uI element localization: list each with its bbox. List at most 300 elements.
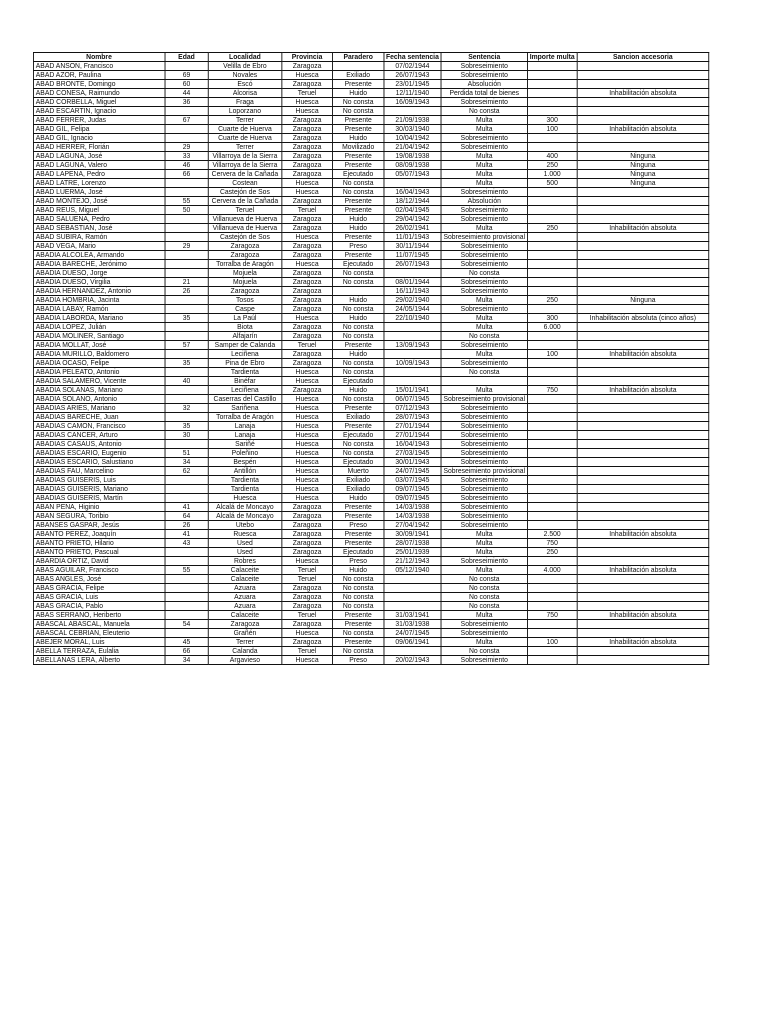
- cell-fecha-sentencia: [384, 323, 442, 332]
- cell-edad: [165, 350, 209, 359]
- cell-sancion-accesoria: [577, 368, 709, 377]
- cell-edad: 41: [165, 530, 209, 539]
- cell-fecha-sentencia: [384, 575, 442, 584]
- cell-paradero: Movilizado: [333, 143, 384, 152]
- table-row: [33, 521, 708, 530]
- cell-fecha-sentencia: [384, 368, 442, 377]
- table-row: [33, 593, 708, 602]
- cell-edad: [165, 62, 209, 71]
- cell-sancion-accesoria: [577, 71, 709, 80]
- cell-edad: [165, 485, 209, 494]
- cell-paradero: Presente: [333, 404, 384, 413]
- cell-edad: 66: [165, 170, 209, 179]
- cell-importe-multa: [527, 332, 577, 341]
- cell-paradero: No consta: [333, 584, 384, 593]
- cell-sentencia: Sobreseimiento: [441, 413, 527, 422]
- cell-paradero: Ejecutado: [333, 260, 384, 269]
- cell-paradero: Exiliado: [333, 413, 384, 422]
- cell-fecha-sentencia: 26/07/1943: [384, 260, 442, 269]
- cell-sentencia: Sobreseimiento: [441, 71, 527, 80]
- cell-provincia: Zaragoza: [281, 287, 332, 296]
- cell-localidad: Cervera de la Cañada: [208, 197, 281, 206]
- cell-sancion-accesoria: [577, 143, 709, 152]
- cell-paradero: No consta: [333, 647, 384, 656]
- cell-localidad: Argavieso: [208, 656, 281, 665]
- cell-provincia: Zaragoza: [281, 143, 332, 152]
- cell-fecha-sentencia: 07/12/1943: [384, 404, 442, 413]
- cell-edad: 43: [165, 539, 209, 548]
- cell-importe-multa: [527, 260, 577, 269]
- cell-provincia: Huesca: [281, 422, 332, 431]
- cell-edad: [165, 269, 209, 278]
- cell-fecha-sentencia: 12/11/1940: [384, 89, 442, 98]
- cell-edad: [165, 440, 209, 449]
- cell-paradero: Huido: [333, 350, 384, 359]
- cell-nombre: ABELLANAS LERA, Alberto: [33, 656, 164, 665]
- cell-localidad: Zaragoza: [208, 620, 281, 629]
- cell-fecha-sentencia: 16/04/1943: [384, 440, 442, 449]
- cell-fecha-sentencia: 22/10/1940: [384, 314, 442, 323]
- cell-localidad: Tardienta: [208, 368, 281, 377]
- cell-provincia: Zaragoza: [281, 170, 332, 179]
- cell-sancion-accesoria: [577, 62, 709, 71]
- table-row: [33, 602, 708, 611]
- cell-sentencia: No consta: [441, 368, 527, 377]
- cell-provincia: Zaragoza: [281, 323, 332, 332]
- cell-edad: [165, 134, 209, 143]
- cell-sentencia: Sobreseimiento: [441, 440, 527, 449]
- cell-paradero: Preso: [333, 242, 384, 251]
- cell-importe-multa: 100: [527, 125, 577, 134]
- cell-edad: 35: [165, 359, 209, 368]
- cell-fecha-sentencia: 30/11/1944: [384, 242, 442, 251]
- cell-importe-multa: [527, 647, 577, 656]
- cell-importe-multa: 1.000: [527, 170, 577, 179]
- cell-importe-multa: 500: [527, 179, 577, 188]
- cell-edad: 34: [165, 458, 209, 467]
- cell-provincia: Zaragoza: [281, 359, 332, 368]
- table-row: [33, 413, 708, 422]
- table-row: [33, 260, 708, 269]
- table-row: [33, 656, 708, 665]
- cell-provincia: Zaragoza: [281, 242, 332, 251]
- cell-importe-multa: 250: [527, 548, 577, 557]
- cell-importe-multa: [527, 377, 577, 386]
- cell-paradero: Ejecutado: [333, 377, 384, 386]
- cell-nombre: ABAD AZOR, Paulina: [33, 71, 164, 80]
- cell-sancion-accesoria: [577, 476, 709, 485]
- cell-fecha-sentencia: 29/04/1942: [384, 215, 442, 224]
- cell-sancion-accesoria: [577, 467, 709, 476]
- cell-edad: [165, 332, 209, 341]
- cell-fecha-sentencia: 14/03/1938: [384, 503, 442, 512]
- cell-nombre: ABADIA SALAMERO, Vicente: [33, 377, 164, 386]
- cell-nombre: ABASCAL ABASCAL, Manuela: [33, 620, 164, 629]
- cell-edad: [165, 413, 209, 422]
- cell-paradero: Presente: [333, 539, 384, 548]
- header-nombre: Nombre: [33, 53, 164, 62]
- cell-nombre: ABADIAS GUISERIS, Martín: [33, 494, 164, 503]
- cell-paradero: Presente: [333, 611, 384, 620]
- table-row: [33, 170, 708, 179]
- cell-fecha-sentencia: 24/07/1945: [384, 467, 442, 476]
- header-fecha-sentencia: Fecha sentencia: [384, 53, 442, 62]
- cell-paradero: Preso: [333, 557, 384, 566]
- table-row: [33, 566, 708, 575]
- cell-fecha-sentencia: 15/01/1941: [384, 386, 442, 395]
- cell-sentencia: No consta: [441, 584, 527, 593]
- cell-edad: 29: [165, 242, 209, 251]
- cell-sentencia: Sobreseimiento: [441, 620, 527, 629]
- cell-localidad: Antillón: [208, 467, 281, 476]
- cell-nombre: ABAN PENA, Higinio: [33, 503, 164, 512]
- cell-sancion-accesoria: [577, 404, 709, 413]
- cell-provincia: Teruel: [281, 566, 332, 575]
- cell-fecha-sentencia: [384, 584, 442, 593]
- cell-edad: 21: [165, 278, 209, 287]
- cell-fecha-sentencia: 21/04/1942: [384, 143, 442, 152]
- cell-fecha-sentencia: 26/07/1943: [384, 71, 442, 80]
- cell-provincia: Zaragoza: [281, 386, 332, 395]
- cell-localidad: Calanda: [208, 647, 281, 656]
- table-row: [33, 161, 708, 170]
- cell-edad: [165, 224, 209, 233]
- table-row: [33, 62, 708, 71]
- cell-fecha-sentencia: 27/01/1944: [384, 431, 442, 440]
- cell-paradero: Presente: [333, 125, 384, 134]
- cell-sentencia: Sobreseimiento: [441, 287, 527, 296]
- table-row: [33, 314, 708, 323]
- cell-fecha-sentencia: 28/07/1943: [384, 413, 442, 422]
- cell-paradero: No consta: [333, 575, 384, 584]
- cell-sentencia: Sobreseimiento: [441, 485, 527, 494]
- cell-nombre: ABAD SALUENA, Pedro: [33, 215, 164, 224]
- cell-fecha-sentencia: 16/04/1943: [384, 188, 442, 197]
- cell-provincia: Huesca: [281, 368, 332, 377]
- cell-sancion-accesoria: Inhabilitación absoluta (cinco años): [577, 314, 709, 323]
- cell-nombre: ABAS GRACIA, Luis: [33, 593, 164, 602]
- cell-sancion-accesoria: [577, 260, 709, 269]
- cell-sancion-accesoria: [577, 278, 709, 287]
- table-row: [33, 440, 708, 449]
- cell-sentencia: Sobreseimiento: [441, 206, 527, 215]
- cell-localidad: Alcalá de Moncayo: [208, 503, 281, 512]
- table-row: [33, 251, 708, 260]
- cell-paradero: Ejecutado: [333, 548, 384, 557]
- header-row: [33, 53, 708, 62]
- cell-importe-multa: 750: [527, 539, 577, 548]
- cell-edad: [165, 611, 209, 620]
- cell-paradero: No consta: [333, 188, 384, 197]
- cell-provincia: Huesca: [281, 107, 332, 116]
- table-row: [33, 467, 708, 476]
- cell-sancion-accesoria: [577, 269, 709, 278]
- cell-importe-multa: [527, 233, 577, 242]
- cell-paradero: Huido: [333, 494, 384, 503]
- cell-paradero: No consta: [333, 269, 384, 278]
- cell-sentencia: Sobreseimiento: [441, 431, 527, 440]
- cell-provincia: Zaragoza: [281, 602, 332, 611]
- cell-sentencia: Multa: [441, 386, 527, 395]
- cell-localidad: Ruesca: [208, 530, 281, 539]
- cell-edad: [165, 179, 209, 188]
- cell-edad: [165, 629, 209, 638]
- cell-edad: 32: [165, 404, 209, 413]
- cell-importe-multa: 300: [527, 314, 577, 323]
- cell-importe-multa: [527, 242, 577, 251]
- cell-localidad: Velilla de Ebro: [208, 62, 281, 71]
- cell-sancion-accesoria: [577, 440, 709, 449]
- table-row: [33, 242, 708, 251]
- table-row: [33, 368, 708, 377]
- table-row: [33, 305, 708, 314]
- cell-paradero: Presente: [333, 512, 384, 521]
- table-row: [33, 71, 708, 80]
- cell-edad: [165, 125, 209, 134]
- cell-sentencia: Perdida total de bienes: [441, 89, 527, 98]
- cell-provincia: Huesca: [281, 431, 332, 440]
- cell-importe-multa: [527, 494, 577, 503]
- cell-edad: 51: [165, 449, 209, 458]
- table-row: [33, 98, 708, 107]
- cell-localidad: Villanueva de Huerva: [208, 215, 281, 224]
- cell-sentencia: No consta: [441, 332, 527, 341]
- cell-nombre: ABADIA DUESO, Jorge: [33, 269, 164, 278]
- cell-sancion-accesoria: [577, 431, 709, 440]
- cell-sentencia: Sobreseimiento: [441, 188, 527, 197]
- cell-fecha-sentencia: 09/07/1945: [384, 485, 442, 494]
- cell-paradero: Huido: [333, 224, 384, 233]
- cell-edad: 35: [165, 314, 209, 323]
- cell-importe-multa: [527, 575, 577, 584]
- cell-nombre: ABAD LAGUNA, Valero: [33, 161, 164, 170]
- cell-provincia: Zaragoza: [281, 305, 332, 314]
- cell-importe-multa: [527, 404, 577, 413]
- cell-fecha-sentencia: 26/02/1941: [384, 224, 442, 233]
- cell-sancion-accesoria: [577, 197, 709, 206]
- cell-fecha-sentencia: 21/12/1943: [384, 557, 442, 566]
- cell-importe-multa: [527, 485, 577, 494]
- cell-importe-multa: [527, 593, 577, 602]
- cell-provincia: Zaragoza: [281, 503, 332, 512]
- cell-edad: 66: [165, 647, 209, 656]
- cell-sancion-accesoria: [577, 305, 709, 314]
- table-row: [33, 557, 708, 566]
- cell-sentencia: Multa: [441, 638, 527, 647]
- cell-edad: 69: [165, 71, 209, 80]
- cell-sancion-accesoria: [577, 422, 709, 431]
- cell-sancion-accesoria: [577, 323, 709, 332]
- cell-sancion-accesoria: [577, 584, 709, 593]
- cell-nombre: ABADIAS GUISERIS, Luis: [33, 476, 164, 485]
- cell-provincia: Huesca: [281, 314, 332, 323]
- cell-edad: 33: [165, 152, 209, 161]
- cell-localidad: Lanaja: [208, 431, 281, 440]
- cell-importe-multa: [527, 629, 577, 638]
- cell-importe-multa: [527, 359, 577, 368]
- cell-paradero: Presente: [333, 233, 384, 242]
- cell-sentencia: Multa: [441, 530, 527, 539]
- cell-edad: 36: [165, 98, 209, 107]
- cell-sentencia: Sobreseimiento: [441, 143, 527, 152]
- cell-importe-multa: [527, 440, 577, 449]
- cell-fecha-sentencia: 09/06/1941: [384, 638, 442, 647]
- table-row: [33, 611, 708, 620]
- cell-sentencia: Multa: [441, 152, 527, 161]
- cell-sentencia: Multa: [441, 125, 527, 134]
- table-row: [33, 332, 708, 341]
- cell-fecha-sentencia: [384, 377, 442, 386]
- cell-sentencia: Sobreseimiento: [441, 503, 527, 512]
- cell-localidad: Leciñena: [208, 350, 281, 359]
- cell-nombre: ABAD HERRER, Florián: [33, 143, 164, 152]
- table-row: [33, 449, 708, 458]
- cell-edad: 50: [165, 206, 209, 215]
- cell-paradero: Muerto: [333, 467, 384, 476]
- cell-edad: [165, 494, 209, 503]
- cell-nombre: ABAS ANGLES, José: [33, 575, 164, 584]
- table-row: [33, 143, 708, 152]
- table-row: [33, 116, 708, 125]
- cell-provincia: Zaragoza: [281, 512, 332, 521]
- cell-edad: 30: [165, 431, 209, 440]
- cell-nombre: ABADIA HERNANDEZ, Antonio: [33, 287, 164, 296]
- cell-importe-multa: [527, 476, 577, 485]
- table-row: [33, 224, 708, 233]
- cell-paradero: Huido: [333, 215, 384, 224]
- cell-nombre: ABAD LATRE, Lorenzo: [33, 179, 164, 188]
- cell-sancion-accesoria: [577, 458, 709, 467]
- cell-sancion-accesoria: [577, 602, 709, 611]
- cell-sancion-accesoria: Inhabilitación absoluta: [577, 125, 709, 134]
- cell-nombre: ABAD MONTEJO, José: [33, 197, 164, 206]
- cell-provincia: Huesca: [281, 413, 332, 422]
- cell-edad: [165, 602, 209, 611]
- cell-edad: [165, 557, 209, 566]
- cell-sancion-accesoria: [577, 395, 709, 404]
- cell-sentencia: Sobreseimiento: [441, 494, 527, 503]
- cell-edad: [165, 305, 209, 314]
- cell-nombre: ABAD CORBELLA, Miguel: [33, 98, 164, 107]
- cell-provincia: Huesca: [281, 233, 332, 242]
- cell-nombre: ABAD ESCARTIN, Ignacio: [33, 107, 164, 116]
- cell-localidad: Tardienta: [208, 476, 281, 485]
- cell-localidad: Leciñena: [208, 386, 281, 395]
- cell-edad: 41: [165, 503, 209, 512]
- cell-importe-multa: [527, 413, 577, 422]
- cell-importe-multa: [527, 62, 577, 71]
- cell-importe-multa: [527, 206, 577, 215]
- cell-provincia: Huesca: [281, 404, 332, 413]
- cell-localidad: Tosos: [208, 296, 281, 305]
- cell-nombre: ABAN SEGURA, Toribio: [33, 512, 164, 521]
- cell-paradero: Presente: [333, 197, 384, 206]
- cell-localidad: Caspe: [208, 305, 281, 314]
- cell-localidad: Escó: [208, 80, 281, 89]
- cell-edad: [165, 233, 209, 242]
- cell-localidad: Utebo: [208, 521, 281, 530]
- table-row: [33, 89, 708, 98]
- cell-nombre: ABAD LAGUNA, José: [33, 152, 164, 161]
- cell-paradero: No consta: [333, 629, 384, 638]
- cell-fecha-sentencia: 27/04/1942: [384, 521, 442, 530]
- cell-paradero: Presente: [333, 341, 384, 350]
- table-row: [33, 476, 708, 485]
- cell-provincia: Huesca: [281, 98, 332, 107]
- cell-sentencia: Sobreseimiento: [441, 656, 527, 665]
- cell-localidad: Mojuela: [208, 269, 281, 278]
- cell-sentencia: [441, 377, 527, 386]
- cell-provincia: Huesca: [281, 656, 332, 665]
- cell-provincia: Teruel: [281, 647, 332, 656]
- cell-localidad: Azuara: [208, 602, 281, 611]
- cell-provincia: Zaragoza: [281, 350, 332, 359]
- cell-provincia: Teruel: [281, 611, 332, 620]
- cell-localidad: Cuarte de Huerva: [208, 134, 281, 143]
- cell-sancion-accesoria: [577, 332, 709, 341]
- cell-provincia: Zaragoza: [281, 152, 332, 161]
- cell-edad: [165, 593, 209, 602]
- cell-paradero: Exiliado: [333, 476, 384, 485]
- cell-nombre: ABADIAS ARIES, Mariano: [33, 404, 164, 413]
- cell-nombre: ABASCAL CEBRIAN, Eleuterio: [33, 629, 164, 638]
- cell-localidad: Azuara: [208, 593, 281, 602]
- cell-localidad: Novales: [208, 71, 281, 80]
- cell-nombre: ABAD SEBASTIAN, José: [33, 224, 164, 233]
- cell-sentencia: Sobreseimiento: [441, 305, 527, 314]
- cell-sancion-accesoria: [577, 557, 709, 566]
- cell-sentencia: Sobreseimiento: [441, 359, 527, 368]
- cell-sentencia: Sobreseimiento provisional: [441, 395, 527, 404]
- cell-nombre: ABAD GIL, Felipa: [33, 125, 164, 134]
- cell-nombre: ABADIA PELEATO, Antonio: [33, 368, 164, 377]
- cell-edad: [165, 251, 209, 260]
- cell-sentencia: Sobreseimiento: [441, 341, 527, 350]
- cell-fecha-sentencia: 10/09/1943: [384, 359, 442, 368]
- cell-fecha-sentencia: 14/03/1938: [384, 512, 442, 521]
- cell-paradero: No consta: [333, 359, 384, 368]
- cell-sancion-accesoria: [577, 233, 709, 242]
- cell-provincia: Teruel: [281, 206, 332, 215]
- cell-provincia: Zaragoza: [281, 134, 332, 143]
- cell-nombre: ABAD GIL, Ignacio: [33, 134, 164, 143]
- cell-paradero: Presente: [333, 206, 384, 215]
- cell-provincia: Huesca: [281, 467, 332, 476]
- cell-localidad: Fraga: [208, 98, 281, 107]
- cell-paradero: Presente: [333, 161, 384, 170]
- cell-localidad: Zaragoza: [208, 242, 281, 251]
- cell-localidad: Samper de Calanda: [208, 341, 281, 350]
- table-row: [33, 80, 708, 89]
- cell-paradero: No consta: [333, 602, 384, 611]
- cell-nombre: ABADIA MOLINER, Santiago: [33, 332, 164, 341]
- cell-paradero: Huido: [333, 566, 384, 575]
- table-row: [33, 287, 708, 296]
- cell-importe-multa: [527, 458, 577, 467]
- cell-importe-multa: [527, 503, 577, 512]
- cell-fecha-sentencia: 11/01/1943: [384, 233, 442, 242]
- header-importe-multa: Importe multa: [527, 53, 577, 62]
- cell-edad: [165, 584, 209, 593]
- cell-nombre: ABADIA LABORDA, Mariano: [33, 314, 164, 323]
- cell-paradero: Huido: [333, 296, 384, 305]
- cell-importe-multa: 400: [527, 152, 577, 161]
- cell-sancion-accesoria: [577, 116, 709, 125]
- cell-importe-multa: 100: [527, 350, 577, 359]
- cell-localidad: Castejón de Sos: [208, 233, 281, 242]
- cell-fecha-sentencia: 08/09/1938: [384, 161, 442, 170]
- cell-provincia: Huesca: [281, 395, 332, 404]
